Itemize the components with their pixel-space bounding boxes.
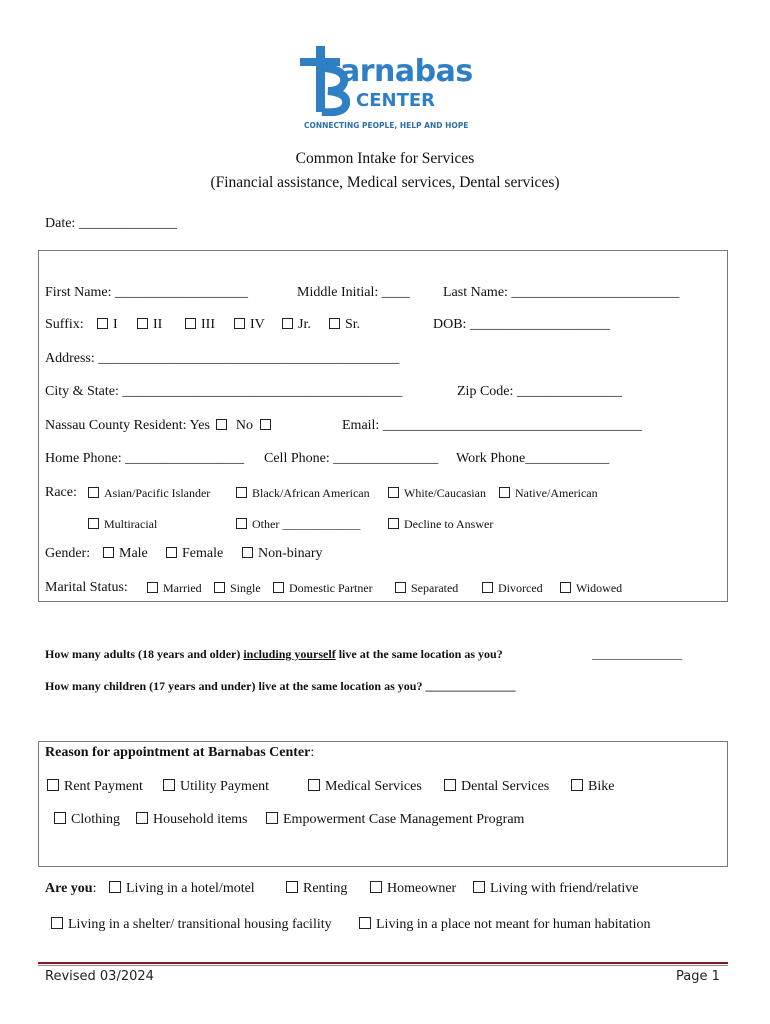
checkbox-icon[interactable] xyxy=(308,779,320,791)
checkbox-icon[interactable] xyxy=(97,318,108,329)
checkbox-icon[interactable] xyxy=(395,582,406,593)
work-phone-field[interactable]: Work Phone____________ xyxy=(456,451,610,466)
race-decline[interactable]: Decline to Answer xyxy=(388,517,493,532)
form-subtitle: (Financial assistance, Medical services, Dental services) xyxy=(210,174,560,191)
checkbox-icon[interactable] xyxy=(242,547,253,558)
nassau-no-label: No xyxy=(235,418,254,433)
checkbox-icon[interactable] xyxy=(163,779,175,791)
suffix-i[interactable]: I xyxy=(97,317,118,333)
checkbox-icon[interactable] xyxy=(388,487,399,498)
reason-rent[interactable]: Rent Payment xyxy=(47,779,143,795)
suffix-ii[interactable]: II xyxy=(137,317,162,333)
marital-divorced[interactable]: Divorced xyxy=(482,581,543,596)
checkbox-icon[interactable] xyxy=(329,318,340,329)
footer-divider-thin xyxy=(38,965,728,966)
reason-empowerment[interactable]: Empowerment Case Management Program xyxy=(266,812,524,828)
suffix-row xyxy=(45,317,84,333)
are-you-label: Are you: xyxy=(45,881,97,896)
checkbox-icon[interactable] xyxy=(571,779,583,791)
checkbox-icon[interactable] xyxy=(47,779,59,791)
dob-field[interactable]: DOB: ____________________ xyxy=(433,317,610,332)
nassau-yes-checkbox[interactable] xyxy=(216,419,227,430)
race-white[interactable]: White/Caucasian xyxy=(388,486,486,501)
suffix-iv[interactable]: IV xyxy=(234,317,265,333)
checkbox-icon[interactable] xyxy=(266,812,278,824)
first-name-field[interactable]: First Name: ___________________ xyxy=(45,285,248,300)
checkbox-icon[interactable] xyxy=(166,547,177,558)
logo-sub: CENTER xyxy=(356,90,436,111)
checkbox-icon[interactable] xyxy=(236,487,247,498)
housing-homeowner[interactable]: Homeowner xyxy=(370,881,456,897)
race-other[interactable]: Other _____________ xyxy=(236,517,360,532)
checkbox-icon[interactable] xyxy=(88,487,99,498)
reason-household[interactable]: Household items xyxy=(136,812,248,828)
gender-label: Gender: xyxy=(45,546,91,561)
checkbox-icon[interactable] xyxy=(109,881,121,893)
checkbox-icon[interactable] xyxy=(185,318,196,329)
race-multiracial[interactable]: Multiracial xyxy=(88,517,157,532)
suffix-iii[interactable]: III xyxy=(185,317,215,333)
marital-widowed[interactable]: Widowed xyxy=(560,581,622,596)
revised-date: Revised 03/2024 xyxy=(45,969,154,984)
checkbox-icon[interactable] xyxy=(54,812,66,824)
housing-friend[interactable]: Living with friend/relative xyxy=(473,881,639,897)
nassau-no-checkbox[interactable] xyxy=(260,419,271,430)
checkbox-icon[interactable] xyxy=(88,518,99,529)
checkbox-icon[interactable] xyxy=(234,318,245,329)
adults-question: How many adults (18 years and older) including yourself live at the same location as you? xyxy=(45,647,503,661)
housing-shelter[interactable]: Living in a shelter/ transitional housing facility xyxy=(51,917,332,933)
race-native[interactable]: Native/American xyxy=(499,486,598,501)
suffix-jr[interactable]: Jr. xyxy=(282,317,311,333)
checkbox-icon[interactable] xyxy=(51,917,63,929)
marital-domestic[interactable]: Domestic Partner xyxy=(273,581,373,596)
checkbox-icon[interactable] xyxy=(236,518,247,529)
middle-initial-field[interactable]: Middle Initial: ____ xyxy=(297,285,410,300)
checkbox-icon[interactable] xyxy=(359,917,371,929)
race-label: Race: xyxy=(45,485,77,500)
gender-male[interactable]: Male xyxy=(103,546,148,562)
logo-tagline: CONNECTING PEOPLE, HELP AND HOPE xyxy=(304,121,469,130)
footer-divider xyxy=(38,962,728,964)
checkbox-icon[interactable] xyxy=(103,547,114,558)
nassau-resident xyxy=(45,418,276,434)
checkbox-icon[interactable] xyxy=(214,582,225,593)
suffix-label: Suffix: xyxy=(45,317,84,332)
housing-renting[interactable]: Renting xyxy=(286,881,347,897)
checkbox-icon[interactable] xyxy=(482,582,493,593)
date-field[interactable]: Date: ______________ xyxy=(45,216,177,231)
housing-not-meant[interactable]: Living in a place not meant for human habitation xyxy=(359,917,650,933)
marital-label: Marital Status: xyxy=(45,580,128,595)
suffix-sr[interactable]: Sr. xyxy=(329,317,360,333)
logo xyxy=(298,44,473,134)
checkbox-icon[interactable] xyxy=(499,487,510,498)
checkbox-icon[interactable] xyxy=(370,881,382,893)
nassau-label: Nassau County Resident: Yes xyxy=(45,418,210,433)
checkbox-icon[interactable] xyxy=(147,582,158,593)
race-black[interactable]: Black/African American xyxy=(236,486,370,501)
logo-name: arnabas xyxy=(340,54,473,89)
reason-dental[interactable]: Dental Services xyxy=(444,779,549,795)
checkbox-icon[interactable] xyxy=(137,318,148,329)
checkbox-icon[interactable] xyxy=(388,518,399,529)
page-number: Page 1 xyxy=(676,969,720,984)
reason-medical[interactable]: Medical Services xyxy=(308,779,422,795)
checkbox-icon[interactable] xyxy=(136,812,148,824)
city-state-field[interactable]: City & State: ________________________________________ xyxy=(45,384,403,399)
checkbox-icon[interactable] xyxy=(560,582,571,593)
form-title: Common Intake for Services xyxy=(295,150,475,167)
checkbox-icon[interactable] xyxy=(273,582,284,593)
cell-phone-field[interactable]: Cell Phone: _______________ xyxy=(264,451,439,466)
reason-clothing[interactable]: Clothing xyxy=(54,812,120,828)
housing-hotel[interactable]: Living in a hotel/motel xyxy=(109,881,255,897)
home-phone-field[interactable]: Home Phone: _________________ xyxy=(45,451,245,466)
marital-single[interactable]: Single xyxy=(214,581,261,596)
email-field[interactable]: Email: _____________________________________ xyxy=(342,418,642,433)
address-field[interactable]: Address: ___________________________________________ xyxy=(45,351,400,366)
marital-separated[interactable]: Separated xyxy=(395,581,458,596)
last-name-field[interactable]: Last Name: ________________________ xyxy=(443,285,680,300)
reason-bike[interactable]: Bike xyxy=(571,779,614,795)
adults-answer-field[interactable]: _______________ xyxy=(592,647,682,661)
marital-married[interactable]: Married xyxy=(147,581,202,596)
checkbox-icon[interactable] xyxy=(444,779,456,791)
zip-code-field[interactable]: Zip Code: _______________ xyxy=(457,384,622,399)
race-asian[interactable]: Asian/Pacific Islander xyxy=(88,486,210,501)
checkbox-icon[interactable] xyxy=(286,881,298,893)
children-question[interactable]: How many children (17 years and under) live at the same location as you? _______________ xyxy=(45,679,516,693)
reason-heading: Reason for appointment at Barnabas Center: xyxy=(45,745,315,760)
checkbox-icon[interactable] xyxy=(282,318,293,329)
reason-utility[interactable]: Utility Payment xyxy=(163,779,269,795)
gender-female[interactable]: Female xyxy=(166,546,223,562)
checkbox-icon[interactable] xyxy=(473,881,485,893)
gender-nonbinary[interactable]: Non-binary xyxy=(242,546,323,562)
